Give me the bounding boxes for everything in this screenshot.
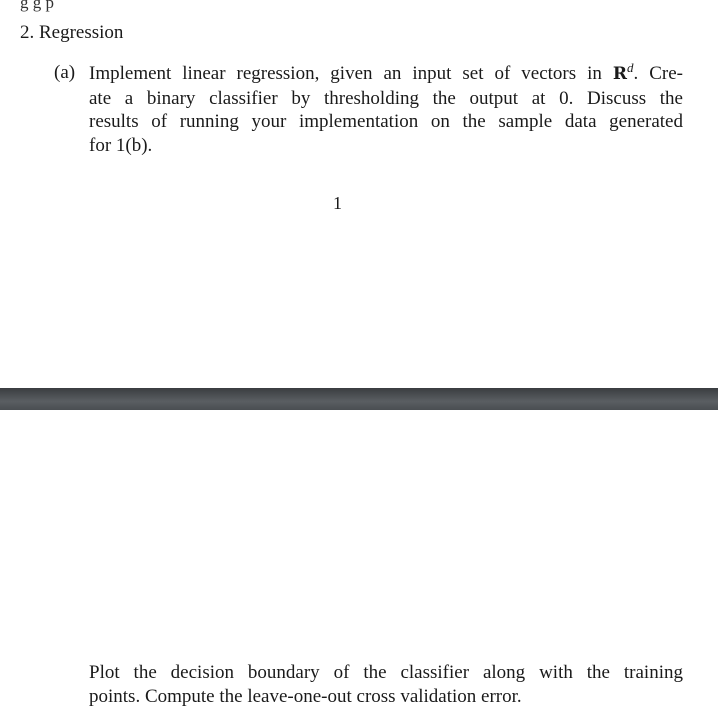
- page-separator: [0, 388, 718, 410]
- item-line-2: ate a binary classifier by thresholding the output at 0. Discuss the: [89, 87, 683, 109]
- page-number: 1: [333, 193, 342, 213]
- dimension-superscript: d: [627, 60, 634, 75]
- clipped-previous-line: g g p: [20, 0, 54, 12]
- item-line-3: results of running your implementation on the sample data generated: [89, 111, 683, 133]
- item-label: (a): [54, 62, 76, 83]
- item-line-1: Implement linear regression, given an input set of vectors in $R^d$. Cre-: [89, 60, 683, 84]
- real-numbers-symbol: R: [612, 64, 628, 84]
- item-body-text: [89, 62, 683, 157]
- item-line-4: for 1(b).: [89, 134, 153, 156]
- continued-line-1: Plot the decision boundary of the classifier along with the training: [89, 662, 683, 683]
- section-heading: 2. Regression: [20, 22, 124, 43]
- continued-line-2: points. Compute the leave-one-out cross validation error.: [89, 685, 522, 707]
- document-page-2: [0, 410, 718, 709]
- continued-text: [89, 661, 683, 708]
